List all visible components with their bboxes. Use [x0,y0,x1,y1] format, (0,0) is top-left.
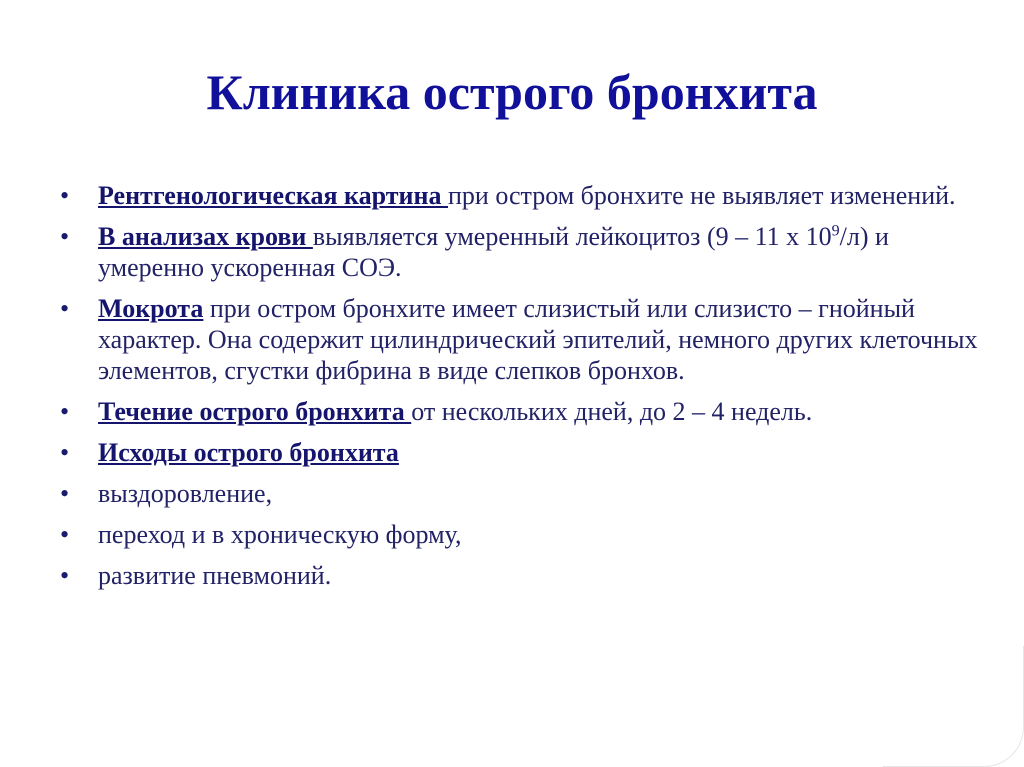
list-item [60,478,980,509]
item-text: выздоровление, [98,479,273,508]
item-lead: Исходы острого бронхита [98,438,399,467]
item-text: переход и в хроническую форму, [98,520,462,549]
item-superscript: 9 [831,222,840,240]
list-item [60,519,980,550]
bullet-icon: • [60,561,70,590]
list-item [60,180,980,211]
bullet-icon: • [60,520,70,549]
list-item [60,221,980,283]
list-item [60,396,980,427]
item-lead: Течение острого бронхита [98,397,412,426]
item-text: при остром бронхите не выявляет изменений. [448,181,956,210]
item-lead: В анализах крови [98,222,313,251]
list-item [60,560,980,591]
list-item [60,437,980,468]
slide-frame-edge [883,646,1024,767]
item-text: развитие пневмоний. [98,561,332,590]
bullet-icon: • [60,294,70,323]
slide-title: Клиника острого бронхита [206,64,818,120]
item-text: выявляется умеренный лейкоцитоз (9 – 11 х 10 [312,222,832,251]
bullet-list [60,180,980,601]
bullet-icon: • [60,181,70,210]
list-item [60,293,980,386]
bullet-icon: • [60,222,70,251]
bullet-icon: • [60,479,70,508]
item-text: при остром бронхите имеет слизистый или слизисто – гнойный характер. Она содержит цилиндрический эпителий, немного других клеточных элементов, сгустки фибрина в виде слепков бронхов. [98,294,978,385]
bullet-icon: • [60,397,70,426]
item-lead: Мокрота [98,294,204,323]
bullet-icon: • [60,438,70,467]
item-text-after: /л) и умеренно ускоренная СОЭ. [98,222,889,282]
item-text: от нескольких дней, до 2 – 4 недель. [411,397,813,426]
item-lead: Рентгенологическая картина [98,181,448,210]
